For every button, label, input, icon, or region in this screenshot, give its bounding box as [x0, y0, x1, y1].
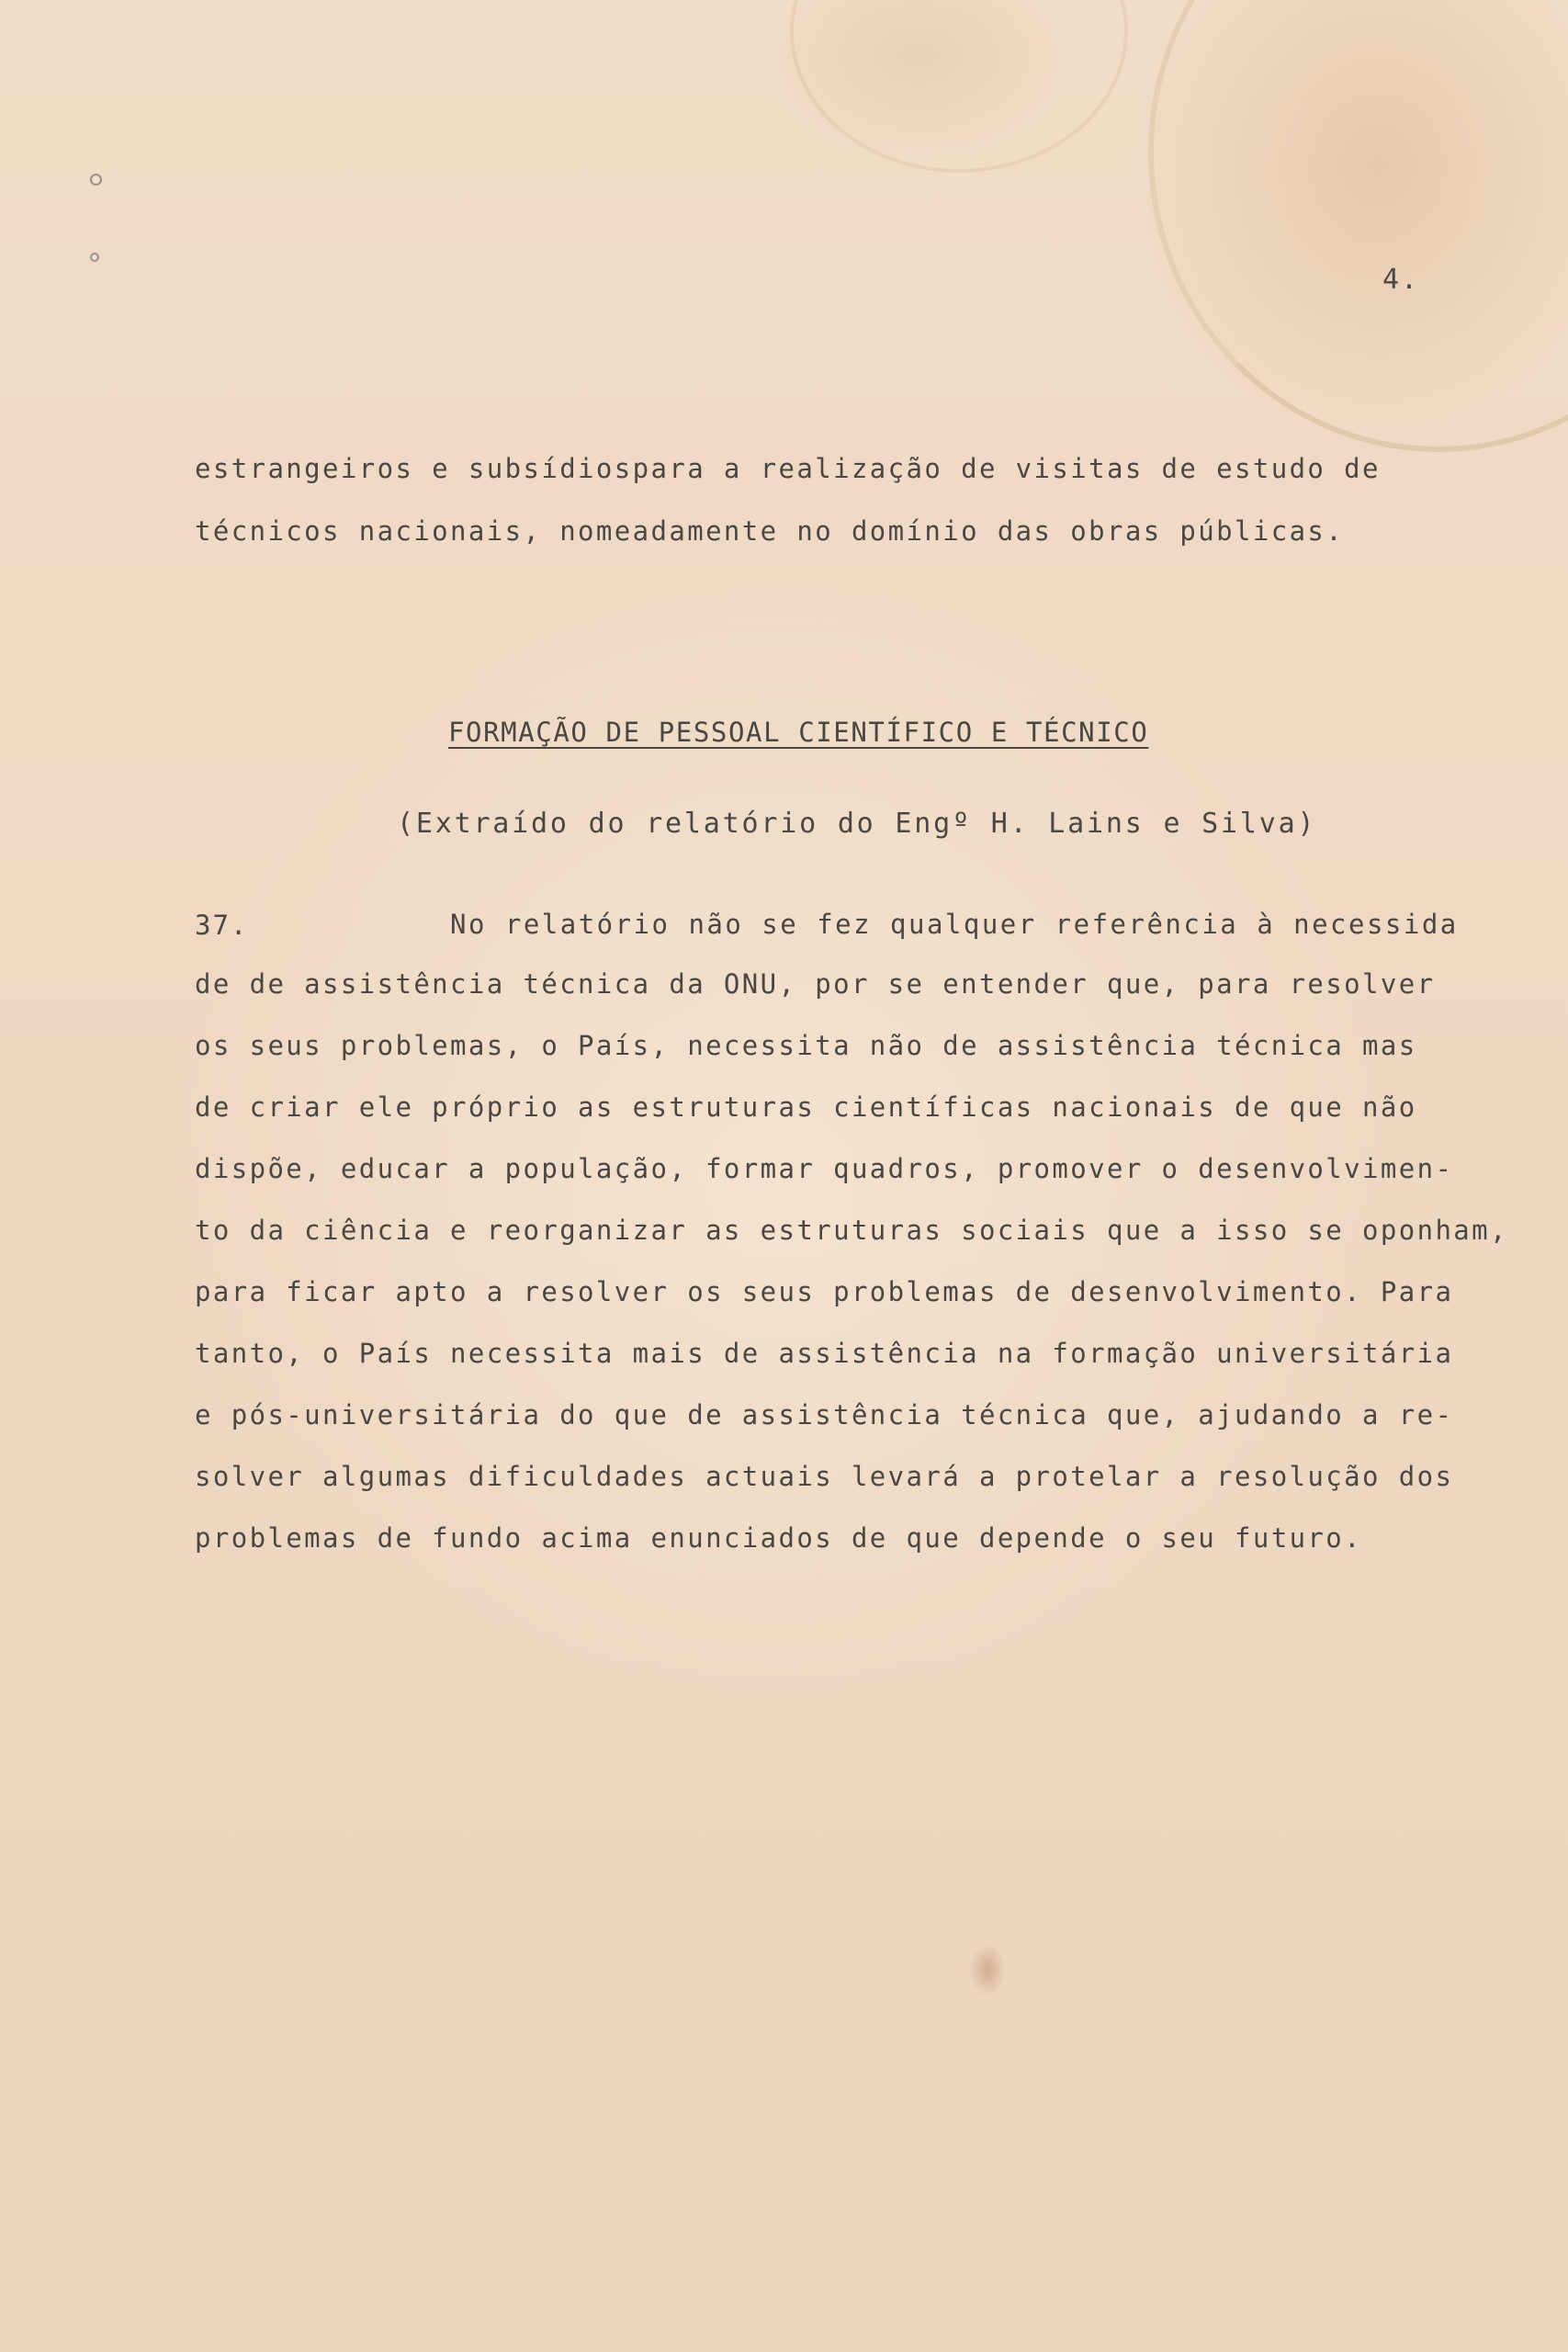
paragraph-line: de criar ele próprio as estruturas científicas nacionais de que não [195, 1091, 1417, 1123]
paragraph-line: dispõe, educar a população, formar quadros, promover o desenvolvimen- [195, 1153, 1454, 1184]
paragraph-line: e pós-universitária do que de assistência técnica que, ajudando a re- [195, 1399, 1454, 1430]
intro-line: estrangeiros e subsídiospara a realização de visitas de estudo de [195, 453, 1381, 484]
paragraph-line: problemas de fundo acima enunciados de que depende o seu futuro. [195, 1522, 1363, 1554]
water-stain [790, 0, 1128, 173]
paragraph-line: de de assistência técnica da ONU, por se entender que, para resolver [195, 968, 1436, 1000]
paragraph-line: tanto, o País necessita mais de assistência na formação universitária [195, 1338, 1454, 1369]
paragraph-line: os seus problemas, o País, necessita não de assistência técnica mas [195, 1030, 1417, 1061]
section-heading: FORMAÇÃO DE PESSOAL CIENTÍFICO E TÉCNICO [448, 717, 1149, 748]
page-number: 4. [1382, 264, 1420, 296]
paragraph-number: 37. [195, 910, 249, 941]
paper-spot [969, 1943, 1006, 1996]
paragraph-first-line: No relatório não se fez qualquer referência à necessida [450, 909, 1459, 940]
paragraph-line: solver algumas dificuldades actuais levará a protelar a resolução dos [195, 1461, 1454, 1492]
paragraph-line: para ficar apto a resolver os seus problemas de desenvolvimento. Para [195, 1276, 1454, 1307]
paragraph-line: to da ciência e reorganizar as estruturas sociais que a isso se oponham, [195, 1215, 1508, 1246]
intro-line: técnicos nacionais, nomeadamente no domínio das obras públicas. [195, 515, 1345, 547]
punch-hole [90, 253, 99, 262]
section-subheading: (Extraído do relatório do Engº H. Lains e Silva) [397, 808, 1317, 840]
water-stain [1148, 0, 1568, 452]
punch-hole [90, 174, 102, 186]
